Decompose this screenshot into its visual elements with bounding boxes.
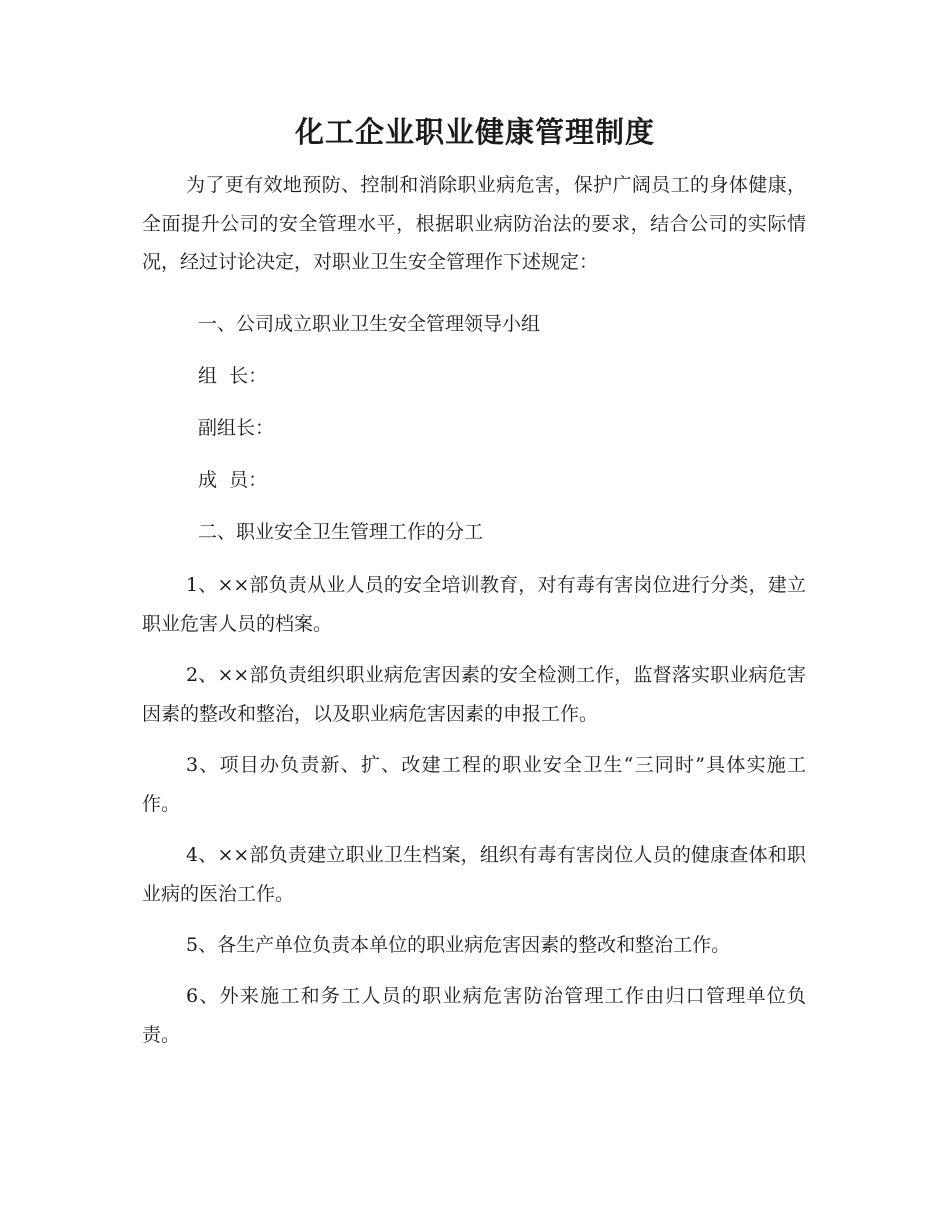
duty-item-4: 4、××部负责建立职业卫生档案，组织有毒有害岗位人员的健康查体和职业病的医治工作。 bbox=[142, 843, 806, 905]
members-line: 成 员： bbox=[198, 468, 268, 491]
duty-item-5: 5、各生产单位负责本单位的职业病危害因素的整改和整治工作。 bbox=[186, 933, 731, 956]
duty-item-3: 3、项目办负责新、扩、改建工程的职业安全卫生“三同时”具体实施工作。 bbox=[142, 753, 806, 815]
deputy-leader-line: 副组长： bbox=[198, 416, 275, 439]
document-body bbox=[142, 166, 806, 1055]
section-2-heading: 二、职业安全卫生管理工作的分工 bbox=[198, 520, 484, 543]
group-leader-line: 组 长： bbox=[198, 364, 268, 387]
duty-item-2: 2、××部负责组织职业病危害因素的安全检测工作，监督落实职业病危害因素的整改和整治，以及职业病危害因素的申报工作。 bbox=[142, 663, 806, 725]
duty-item-6: 6、外来施工和务工人员的职业病危害防治管理工作由归口管理单位负责。 bbox=[142, 984, 806, 1046]
document-title: 化工企业职业健康管理制度 bbox=[294, 115, 655, 149]
section-1-heading: 一、公司成立职业卫生安全管理领导小组 bbox=[198, 312, 541, 335]
intro-paragraph: 为了更有效地预防、控制和消除职业病危害，保护广阔员工的身体健康，全面提升公司的安全管理水平，根据职业病防治法的要求，结合公司的实际情况，经过讨论决定，对职业卫生安全管理作下述规定： bbox=[142, 174, 806, 273]
duty-item-1: 1、××部负责从业人员的安全培训教育，对有毒有害岗位进行分类，建立职业危害人员的档案。 bbox=[142, 573, 806, 635]
